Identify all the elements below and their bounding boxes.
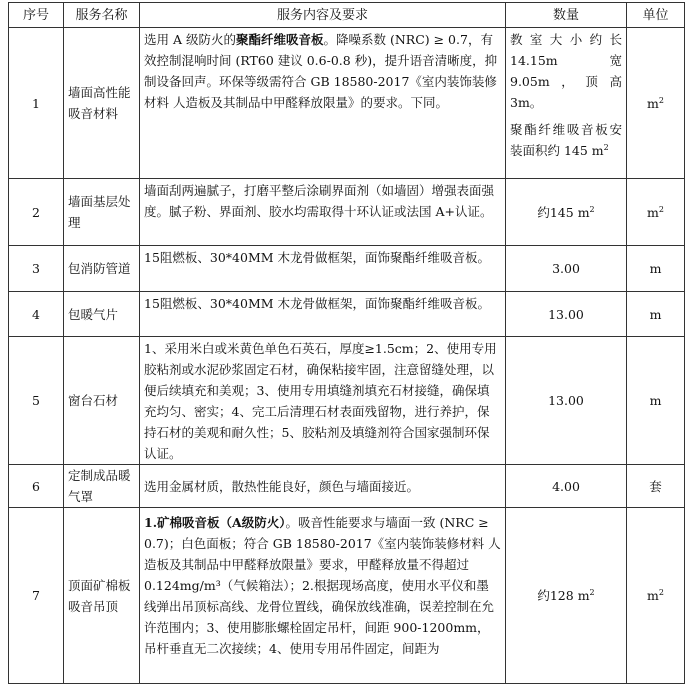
- qty-room-size: 教室大小约长 14.15m 宽 9.05m，顶高 3m。: [510, 32, 622, 110]
- unit-text: m: [647, 95, 659, 111]
- header-unit: 单位: [627, 3, 685, 28]
- qty-text: 约145 m: [537, 204, 590, 220]
- row-name: 包消防管道: [64, 246, 140, 292]
- row-unit: [627, 179, 685, 246]
- qty-text: 约128 m: [537, 588, 590, 603]
- row-name: 顶面矿棉板吸音吊顶: [64, 508, 140, 684]
- row-no: 4: [9, 292, 64, 337]
- row-no: 2: [9, 179, 64, 246]
- table-row: [9, 292, 685, 337]
- desc-text: 。降噪系数 (NRC) ≥ 0.7，有效控制混响时间 (RT60 建议 0.6-0.8 秒)，提升语音清晰度，抑制设备回声。环保等级需符合 GB 18580-2017《室内装饰装修材料 人造板及其制品中甲醛释放限量》的要求。下同。: [144, 32, 498, 110]
- row-qty: 13.00: [506, 292, 627, 337]
- header-qty: 数量: [506, 3, 627, 28]
- row-qty: 13.00: [506, 337, 627, 465]
- desc-text: 。吸音性能要求与墙面一致 (NRC ≥ 0.7)；白色面板；符合 GB 18580-2017《室内装饰装修材料 人造板及其制品中甲醛释放限量》要求，甲醛释放量不得超过 0.124mg/m³（气候箱法）；2.根据现场高度，使用水平仪和墨线弹出吊顶标高线、龙骨位置线，确保放线准确，误差控制在允许范围内；3、使用膨胀螺栓固定吊杆，间距 900-1200mm，吊杆垂直无二次接续；4、使用专用吊件固定，间距为: [144, 515, 501, 656]
- desc-bold: 聚酯纤维吸音板: [235, 32, 324, 47]
- table-row: [9, 28, 685, 179]
- header-row: [9, 3, 685, 28]
- row-name: 窗台石材: [64, 337, 140, 465]
- header-no: 序号: [9, 3, 64, 28]
- table-row: [9, 465, 685, 508]
- row-desc: 15阻燃板、30*40MM 木龙骨做框架，面饰聚酯纤维吸音板。: [140, 292, 506, 337]
- row-no: 3: [9, 246, 64, 292]
- row-desc: 选用金属材质，散热性能良好，颜色与墙面接近。: [140, 465, 506, 508]
- desc-text: 选用 A 级防火的: [144, 32, 236, 47]
- qty-sup: 2: [589, 204, 595, 214]
- desc-bold: 1.矿棉吸音板（A级防火）: [144, 515, 286, 530]
- row-unit: m: [627, 337, 685, 465]
- row-name: 定制成品暖气罩: [64, 465, 140, 508]
- row-desc: 墙面刮两遍腻子，打磨平整后涂刷界面剂（如墙固）增强表面强度。腻子粉、界面剂、胶水均需取得十环认证或法国 A+认证。: [140, 179, 506, 246]
- qty-area: [510, 119, 622, 161]
- row-desc: 1、采用米白或米黄色单色石英石，厚度≥1.5cm；2、使用专用胶粘剂或水泥砂浆固定石材，确保粘接牢固，注意留缝处理，以便后续填充和美观；3、使用专用填缝剂填充石材接缝，确保填充均匀、密实；4、完工后清理石材表面残留物，进行养护，保持石材的美观和耐久性；5、胶粘剂及填缝剂符合国家强制环保认证。: [140, 337, 506, 465]
- header-desc: 服务内容及要求: [140, 3, 506, 28]
- unit-text: m: [647, 204, 659, 220]
- row-desc: [140, 508, 506, 684]
- table-row: [9, 246, 685, 292]
- qty-area-text: 聚酯纤维吸音板安装面积约 145 m: [510, 122, 622, 158]
- qty-area-sup: 2: [603, 142, 609, 152]
- service-table: [8, 2, 685, 684]
- table-row: [9, 508, 685, 684]
- qty-sup: 2: [589, 587, 595, 597]
- row-unit: m: [627, 246, 685, 292]
- row-qty: [506, 508, 627, 684]
- row-unit: [627, 28, 685, 179]
- row-unit: 套: [627, 465, 685, 508]
- header-name: 服务名称: [64, 3, 140, 28]
- row-qty: 3.00: [506, 246, 627, 292]
- table-row: [9, 337, 685, 465]
- unit-sup: 2: [658, 95, 664, 105]
- row-no: 6: [9, 465, 64, 508]
- table-row: [9, 179, 685, 246]
- unit-sup: 2: [658, 587, 664, 597]
- row-desc: [140, 28, 506, 179]
- row-qty: [506, 179, 627, 246]
- row-desc: 15阻燃板、30*40MM 木龙骨做框架，面饰聚酯纤维吸音板。: [140, 246, 506, 292]
- row-unit: m: [627, 292, 685, 337]
- row-unit: [627, 508, 685, 684]
- unit-sup: 2: [658, 204, 664, 214]
- row-name: 墙面高性能吸音材料: [64, 28, 140, 179]
- row-qty: [506, 28, 627, 179]
- row-name: 墙面基层处理: [64, 179, 140, 246]
- row-no: 5: [9, 337, 64, 465]
- row-no: 1: [9, 28, 64, 179]
- row-qty: 4.00: [506, 465, 627, 508]
- unit-text: m: [647, 588, 659, 603]
- row-name: 包暖气片: [64, 292, 140, 337]
- row-no: 7: [9, 508, 64, 684]
